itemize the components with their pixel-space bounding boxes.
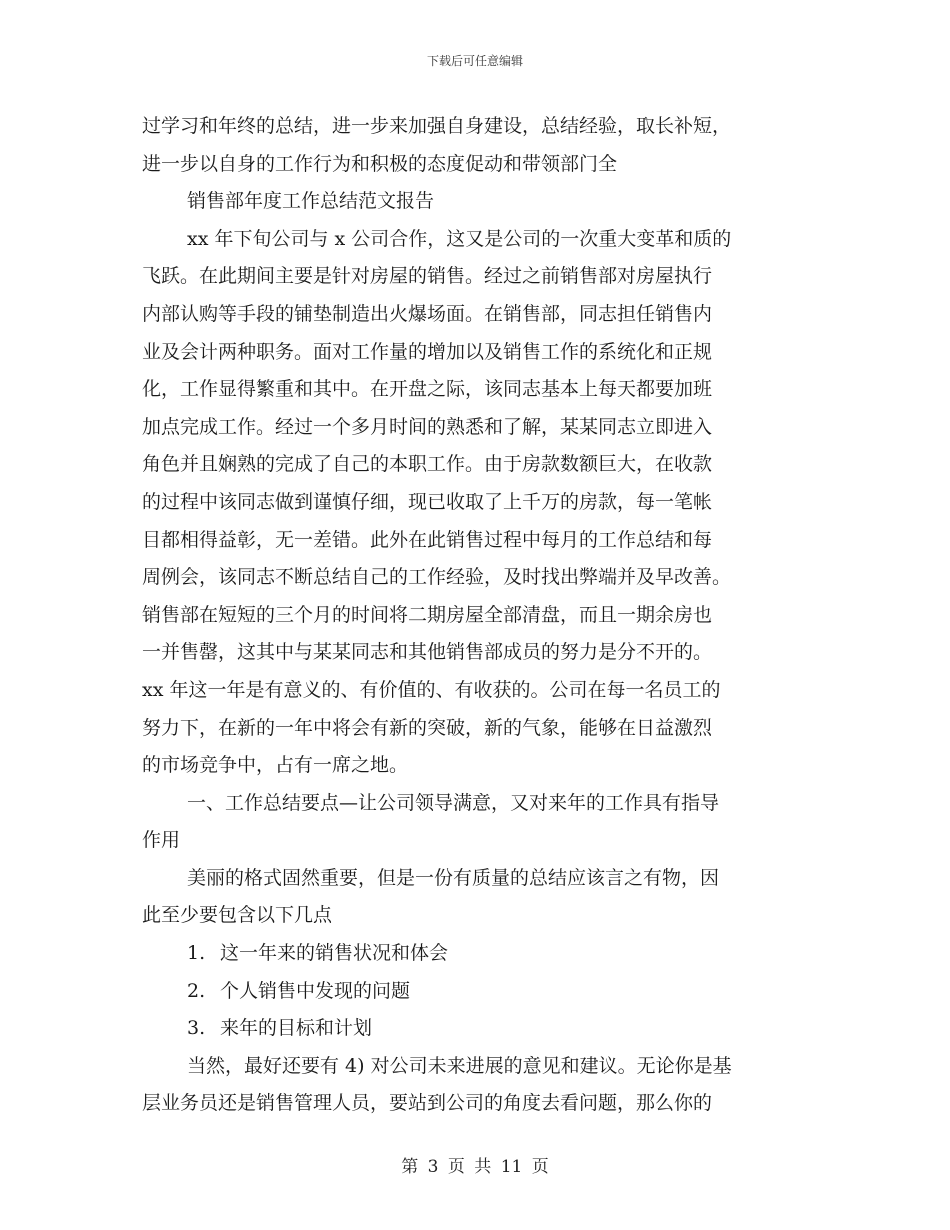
text-line: 的市场竞争中，占有一席之地。: [142, 754, 409, 777]
text-line: 层业务员还是销售管理人员，要站到公司的角度去看问题，那么你的: [142, 1092, 713, 1115]
text-line: 一、工作总结要点—让公司领导满意，又对来年的工作具有指导: [187, 791, 720, 814]
text-line: 业及会计两种职务。面对工作量的增加以及销售工作的系统化和正规: [142, 340, 713, 363]
document-body: [142, 108, 810, 1123]
list-text: 来年的目标和计划: [220, 1017, 373, 1040]
text-line: 加点完成工作。经过一个多月时间的熟悉和了解，某某同志立即进入: [142, 415, 713, 438]
list-item: [142, 935, 810, 973]
text-line: 销售部在短短的三个月的时间将二期房屋全部清盘，而且一期余房也: [142, 603, 713, 626]
text-line: 的过程中该同志做到谨慎仔细，现已收取了上千万的房款，每一笔帐: [142, 490, 713, 513]
text-line: xx 年这一年是有意义的、有价值的、有收获的。公司在每一名员工的: [142, 678, 721, 701]
text-line: 此至少要包含以下几点: [142, 904, 333, 927]
text-line: 角色并且娴熟的完成了自己的本职工作。由于房款数额巨大，在收款: [142, 453, 713, 476]
section-title: 销售部年度工作总结范文报告: [187, 190, 435, 213]
text-line: 飞跃。在此期间主要是针对房屋的销售。经过之前销售部对房屋执行: [142, 265, 713, 288]
list-number: 1.: [187, 942, 206, 965]
list-text: 这一年来的销售状况和体会: [220, 942, 449, 965]
text-line: 化，工作显得繁重和其中。在开盘之际，该同志基本上每天都要加班: [142, 378, 713, 401]
text-line: 内部认购等手段的铺垫制造出火爆场面。在销售部，同志担任销售内: [142, 302, 713, 325]
list-number: 3.: [187, 1017, 206, 1040]
list-text: 个人销售中发现的问题: [220, 979, 411, 1002]
text-line: 过学习和年终的总结，进一步来加强自身建设，总结经验，取长补短，: [142, 115, 732, 137]
text-line: 美丽的格式固然重要，但是一份有质量的总结应该言之有物，因: [187, 866, 720, 889]
text-line: 努力下，在新的一年中将会有新的突破，新的气象，能够在日益激烈: [142, 716, 713, 739]
text-line: 目都相得益彰，无一差错。此外在此销售过程中每月的工作总结和每: [142, 528, 713, 551]
text-line: 当然，最好还要有 4) 对公司未来进展的意见和建议。无论你是基: [187, 1054, 732, 1077]
text-line: 作用: [142, 829, 181, 852]
list-number: 2.: [187, 979, 206, 1002]
page-number: 第 3 页 共 11 页: [401, 1157, 549, 1177]
list-item: [142, 973, 810, 1011]
text-line: 周例会，该同志不断总结自己的工作经验，及时找出弊端并及早改善。: [142, 566, 732, 589]
header-note: 下载后可任意编辑: [426, 54, 523, 68]
list-item: [142, 1010, 810, 1048]
text-line: 一并售罄，这其中与某某同志和其他销售部成员的努力是分不开的。: [142, 641, 713, 664]
text-line: 进一步以自身的工作行为和积极的态度促动和带领部门全: [142, 152, 618, 175]
text-line: xx 年下旬公司与 x 公司合作，这又是公司的一次重大变革和质的: [187, 227, 732, 250]
